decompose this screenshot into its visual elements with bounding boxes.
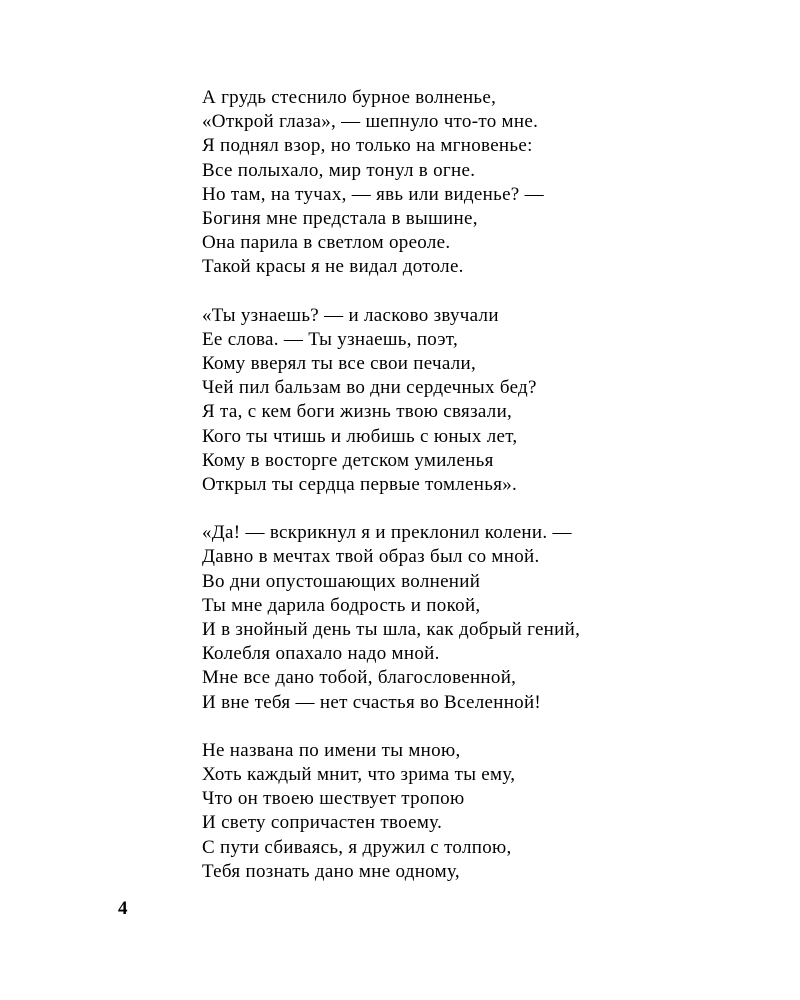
poem-line: И в знойный день ты шла, как добрый гений, <box>202 619 581 641</box>
poem-line: Тебя познать дано мне одному, <box>202 860 460 882</box>
poem-line: Колебля опахало надо мной. <box>202 643 440 665</box>
poem-line: Все полыхало, мир тонул в огне. <box>202 159 476 181</box>
poem-line: Открыл ты сердца первые томленья». <box>202 474 518 496</box>
poem-line: Что он твоею шествует тропою <box>202 788 465 810</box>
poem-line: Давно в мечтах твой образ был со мной. <box>202 546 540 568</box>
poem-line: «Открой глаза», — шепнуло что-то мне. <box>202 111 539 133</box>
poem-line: Кого ты чтишь и любишь с юных лет, <box>202 425 518 447</box>
stanza-1 <box>202 86 762 280</box>
poem-line: Ты мне дарила бодрость и покой, <box>202 594 481 616</box>
poem-line: И свету сопричастен твоему. <box>202 812 443 834</box>
poem-line: Во дни опустошающих волнений <box>202 570 481 592</box>
poem-text <box>202 86 762 884</box>
poem-line: Чей пил бальзам во дни сердечных бед? <box>202 377 537 399</box>
poem-line: «Да! — вскрикнул я и преклонил колени. — <box>202 522 572 544</box>
poem-line: Но там, на тучах, — явь или виденье? — <box>202 183 544 205</box>
poem-line: Не названа по имени ты мною, <box>202 739 461 761</box>
stanza-2 <box>202 304 762 498</box>
poem-line: Кому в восторге детском умиленья <box>202 449 494 471</box>
poem-line: Она парила в светлом ореоле. <box>202 232 451 254</box>
poem-line: И вне тебя — нет счастья во Вселенной! <box>202 691 542 713</box>
poem-line: Кому вверял ты все свои печали, <box>202 353 477 375</box>
poem-line: С пути сбиваясь, я дружил с толпою, <box>202 836 512 858</box>
poem-line: Богиня мне предстала в вышине, <box>202 208 478 230</box>
poem-line: Хоть каждый мнит, что зрима ты ему, <box>202 764 516 786</box>
poem-line: Такой красы я не видал дотоле. <box>202 256 464 278</box>
poem-line: Ее слова. — Ты узнаешь, поэт, <box>202 328 458 350</box>
poem-line: А грудь стеснило бурное волненье, <box>202 87 497 108</box>
page-number: 4 <box>118 898 128 919</box>
poem-line: «Ты узнаешь? — и ласково звучали <box>202 304 499 326</box>
poem-line: Мне все дано тобой, благословенной, <box>202 667 517 689</box>
poem-line: Я та, с кем боги жизнь твою связали, <box>202 401 513 423</box>
stanza-4 <box>202 739 762 884</box>
poem-line: Я поднял взор, но только на мгновенье: <box>202 135 533 157</box>
stanza-3 <box>202 521 762 715</box>
